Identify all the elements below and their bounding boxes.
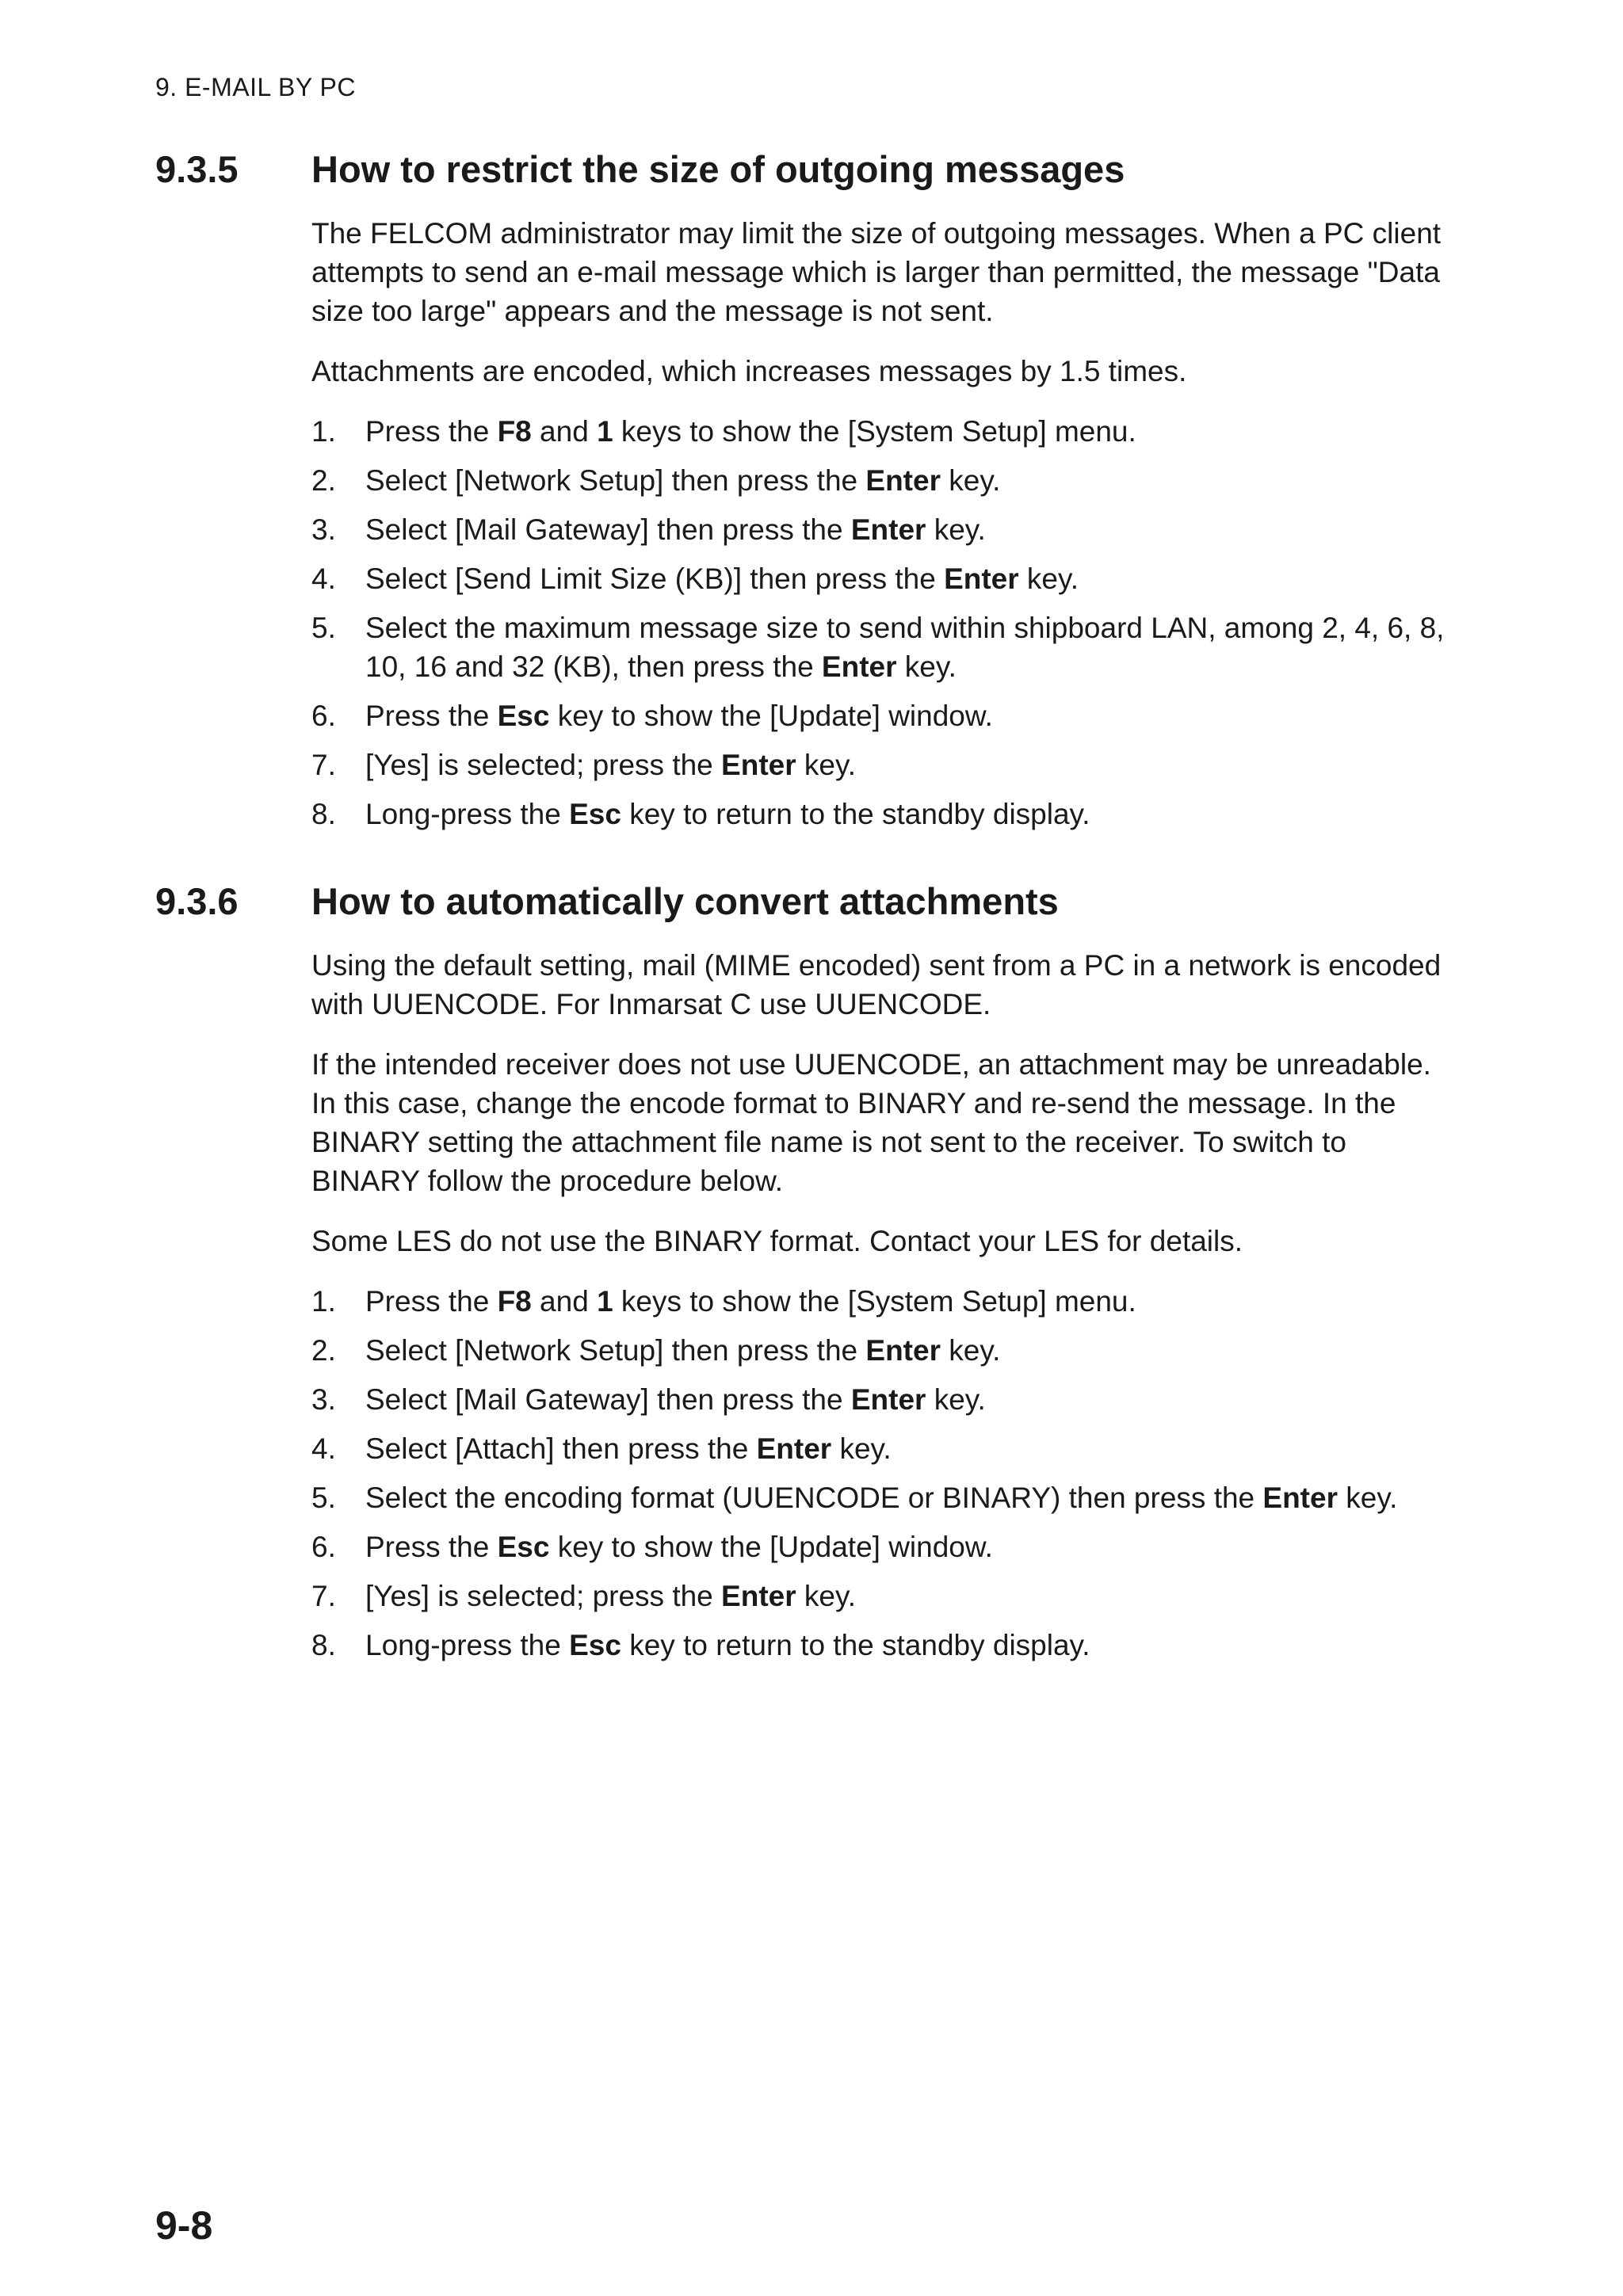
key-name: Enter [944,563,1019,595]
step-number: 4. [311,1432,336,1465]
step-text: Select [Network Setup] then press the Enter key. [365,464,1001,497]
paragraph: Some LES do not use the BINARY format. Contact your LES for details. [311,1225,1243,1257]
step-number: 1. [311,415,336,448]
key-name: Enter [850,513,926,546]
procedure-step [311,461,1453,500]
step-text: Press the Esc key to show the [Update] window. [365,1531,993,1563]
procedure-step [311,412,1453,451]
step-number: 6. [311,1531,336,1563]
procedure-step [311,1380,1453,1419]
procedure-step [311,1626,1453,1665]
step-text: [Yes] is selected; press the Enter key. [365,1580,857,1612]
section-title: How to automatically convert attachments [311,880,1059,922]
key-name: 1 [597,1285,613,1318]
key-name: Esc [569,798,621,830]
step-text: [Yes] is selected; press the Enter key. [365,749,857,781]
step-text: Press the Esc key to show the [Update] window. [365,700,993,732]
key-name: F8 [497,415,532,448]
section-title: How to restrict the size of outgoing messages [311,148,1125,190]
step-number: 7. [311,1580,336,1612]
procedure-step [311,1577,1453,1615]
procedure-step [311,1429,1453,1468]
step-text: Press the F8 and 1 keys to show the [System Setup] menu. [365,1285,1136,1318]
key-name: Esc [497,700,550,732]
procedure-steps [311,412,1453,833]
running-head: 9. E-MAIL BY PC [155,73,356,101]
section-number: 9.3.5 [155,148,239,190]
procedure-step [311,746,1453,784]
key-name: Enter [756,1432,832,1465]
paragraph: The FELCOM administrator may limit the size of outgoing messages. When a PC client attempts to send an e-mail message which is larger than permitted, the message "Data size too large" appears and the message is not sent. [311,217,1442,327]
step-number: 1. [311,1285,336,1318]
key-name: Enter [1262,1482,1338,1514]
step-number: 7. [311,749,336,781]
section-number: 9.3.6 [155,880,239,922]
key-name: Enter [850,1383,926,1416]
procedure-steps [311,1282,1453,1665]
paragraph: Attachments are encoded, which increases messages by 1.5 times. [311,355,1187,387]
step-text: Select [Send Limit Size (KB)] then press the Enter key. [365,563,1079,595]
procedure-step [311,1478,1453,1517]
section-9-3-5 [155,141,1455,844]
paragraph: Using the default setting, mail (MIME encoded) sent from a PC in a network is encoded with UUENCODE. For Inmarsat C use UUENCODE. [311,949,1442,1020]
key-name: Esc [569,1629,621,1661]
key-name: F8 [497,1285,532,1318]
procedure-step [311,795,1453,833]
section-9-3-6 [155,873,1455,1675]
procedure-step [311,696,1453,735]
key-name: Enter [721,1580,796,1612]
step-text: Select [Attach] then press the Enter key. [365,1432,892,1465]
section-body [311,214,1453,833]
step-number: 3. [311,1383,336,1416]
step-number: 2. [311,464,336,497]
key-name: Enter [865,464,941,497]
section-heading [155,141,1455,198]
step-text: Select [Network Setup] then press the Enter key. [365,1334,1001,1367]
step-number: 6. [311,700,336,732]
step-text: Press the F8 and 1 keys to show the [System Setup] menu. [365,415,1136,448]
procedure-step [311,559,1453,598]
step-number: 5. [311,1482,336,1514]
step-text: Long-press the Esc key to return to the standby display. [365,1629,1090,1661]
key-name: 1 [597,415,613,448]
procedure-step [311,510,1453,549]
procedure-step [311,1331,1453,1370]
step-text: Select [Mail Gateway] then press the Enter key. [365,1383,986,1416]
step-text: Select the maximum message size to send within shipboard LAN, among 2, 4, 6, 8, 10, 16 and 32 (KB), then press the Enter key. [365,612,1445,683]
step-number: 3. [311,513,336,546]
step-number: 8. [311,798,336,830]
paragraph: If the intended receiver does not use UUENCODE, an attachment may be unreadable. In this case, change the encode format to BINARY and re-send the message. In the BINARY setting the attachment file name is not sent to the receiver. To switch to BINARY follow the procedure below. [311,1048,1431,1197]
key-name: Enter [821,650,897,683]
step-number: 5. [311,612,336,644]
procedure-step [311,1527,1453,1566]
key-name: Enter [721,749,796,781]
key-name: Esc [497,1531,550,1563]
page-number: 9-8 [155,2203,213,2248]
step-number: 2. [311,1334,336,1367]
step-number: 8. [311,1629,336,1661]
step-text: Long-press the Esc key to return to the standby display. [365,798,1090,830]
procedure-step [311,1282,1453,1321]
step-text: Select [Mail Gateway] then press the Enter key. [365,513,986,546]
section-body [311,946,1453,1665]
key-name: Enter [865,1334,941,1367]
step-text: Select the encoding format (UUENCODE or BINARY) then press the Enter key. [365,1482,1398,1514]
procedure-step [311,608,1453,686]
section-heading [155,873,1455,930]
step-number: 4. [311,563,336,595]
